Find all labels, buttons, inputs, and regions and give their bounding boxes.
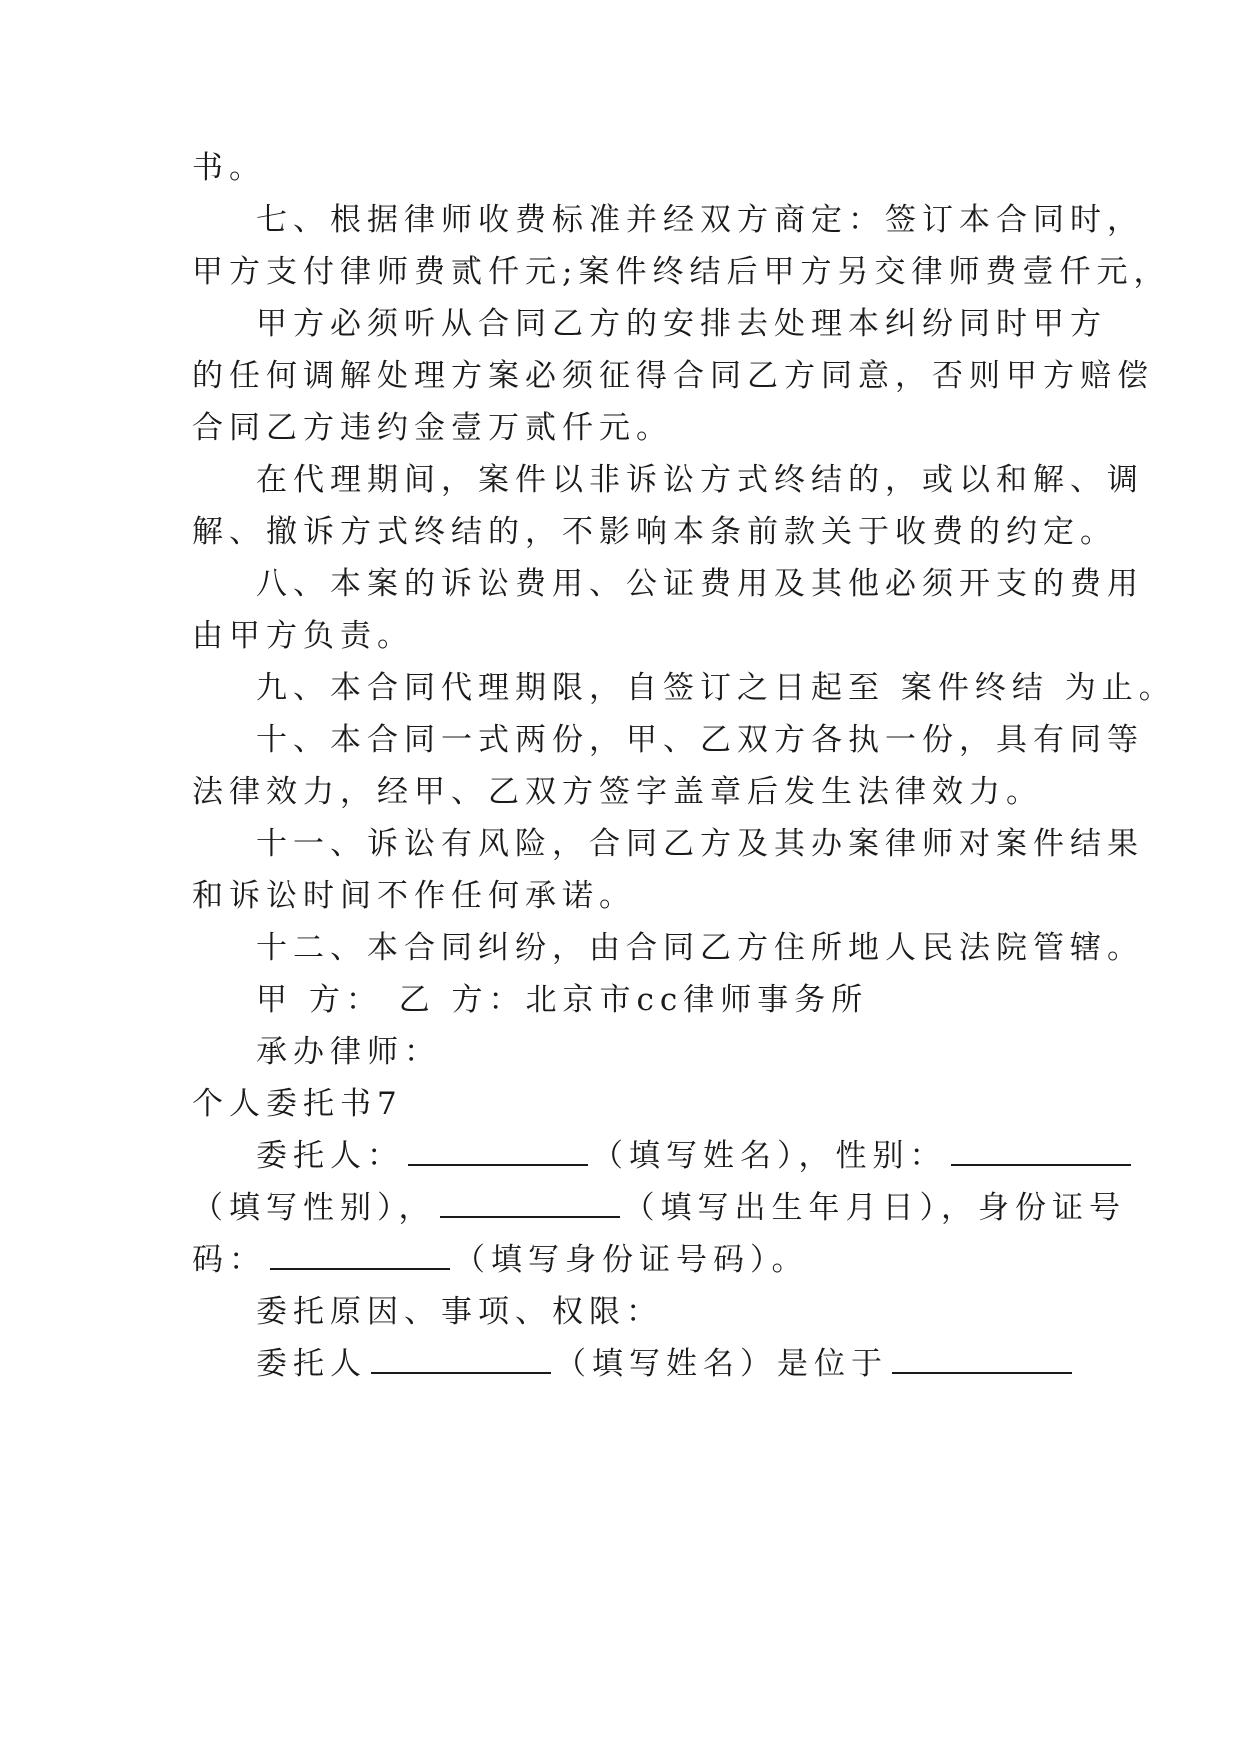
signature-parties: 甲 方： 乙 方：北京市cc律师事务所 bbox=[256, 982, 869, 1018]
label-client: 委托人 bbox=[256, 1346, 367, 1382]
label-client: 委托人： bbox=[256, 1138, 404, 1174]
label-fill-id: （填写身份证号码）。 bbox=[454, 1242, 809, 1278]
clause-12: 十二、本合同纠纷，由合同乙方住所地人民法院管辖。 bbox=[256, 930, 1144, 966]
clause-7-line-2: 甲方支付律师费贰仟元;案件终结后甲方另交律师费壹仟元， bbox=[192, 254, 1171, 290]
clause-8-line-1: 八、本案的诉讼费用、公证费用及其他必须开支的费用 bbox=[256, 566, 1144, 602]
signature-lawyer: 承办律师： bbox=[256, 1034, 441, 1070]
label-fill-gender: （填写性别）， bbox=[192, 1190, 436, 1226]
text-line: 书。 bbox=[192, 150, 266, 186]
clause-11-line-1: 十一、诉讼有风险，合同乙方及其办案律师对案件结果 bbox=[256, 826, 1144, 862]
label-fill-name-location: （填写姓名）是位于 bbox=[555, 1346, 888, 1382]
blank-gender-field[interactable] bbox=[951, 1138, 1131, 1166]
blank-id-number-field[interactable] bbox=[270, 1242, 450, 1270]
text-line: 甲方必须听从合同乙方的安排去处理本纠纷同时甲方 bbox=[256, 306, 1107, 342]
clause-9: 九、本合同代理期限，自签订之日起至 案件终结 为止。 bbox=[256, 670, 1176, 706]
form-line-1 bbox=[256, 1136, 1135, 1176]
clause-7-line-1: 七、根据律师收费标准并经双方商定：签订本合同时， bbox=[256, 202, 1144, 238]
blank-name-field-2[interactable] bbox=[371, 1346, 551, 1374]
text-line: 解、撤诉方式终结的，不影响本条前款关于收费的约定。 bbox=[192, 514, 1117, 550]
section-title: 个人委托书7 bbox=[192, 1086, 403, 1122]
blank-birthdate-field[interactable] bbox=[440, 1190, 620, 1218]
clause-11-line-2: 和诉讼时间不作任何承诺。 bbox=[192, 878, 636, 914]
clause-10-line-1: 十、本合同一式两份，甲、乙双方各执一份，具有同等 bbox=[256, 722, 1144, 758]
label-fill-birthdate: （填写出生年月日），身份证号 bbox=[623, 1190, 1126, 1226]
label-code: 码： bbox=[192, 1242, 266, 1278]
clause-10-line-2: 法律效力，经甲、乙双方签字盖章后发生法律效力。 bbox=[192, 774, 1043, 810]
clause-8-line-2: 由甲方负责。 bbox=[192, 618, 414, 654]
form-line-4: 委托原因、事项、权限： bbox=[256, 1294, 663, 1330]
text-line: 的任何调解处理方案必须征得合同乙方同意，否则甲方赔偿 bbox=[192, 358, 1154, 394]
blank-location-field[interactable] bbox=[892, 1346, 1072, 1374]
form-line-2 bbox=[192, 1188, 1126, 1228]
form-line-5 bbox=[256, 1344, 1076, 1384]
form-line-3 bbox=[192, 1240, 809, 1280]
label-fill-name-gender: （填写姓名），性别： bbox=[592, 1138, 947, 1174]
blank-name-field[interactable] bbox=[408, 1138, 588, 1166]
text-line: 在代理期间，案件以非诉讼方式终结的，或以和解、调 bbox=[256, 462, 1144, 498]
text-line: 合同乙方违约金壹万贰仟元。 bbox=[192, 410, 673, 446]
